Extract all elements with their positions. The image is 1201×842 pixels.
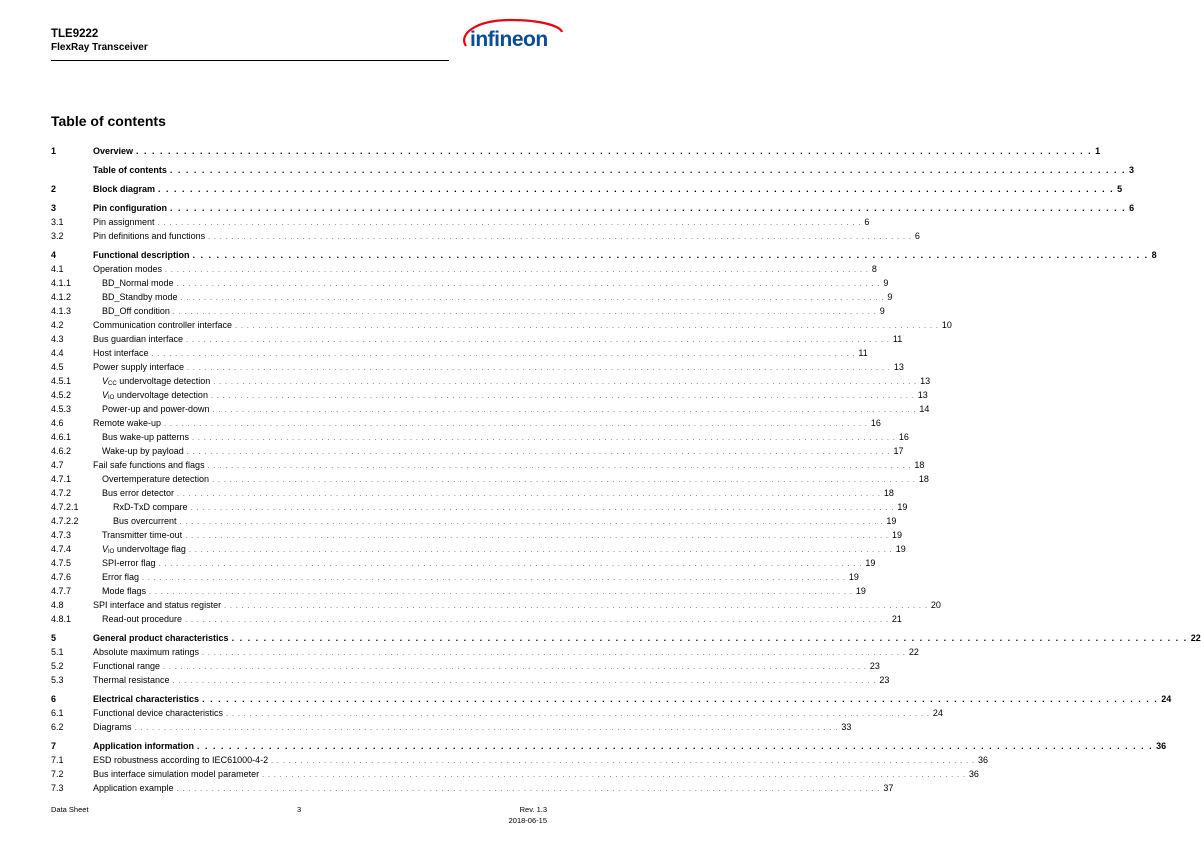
toc-entry-title: Communication controller interface — [93, 320, 233, 330]
toc-entry[interactable] — [51, 318, 952, 332]
toc-entry-page: 9 — [887, 292, 893, 302]
toc-dot-leader: . . . . . . . . . . . . . . . . . . . . . . . . . . . . . . . . . . . . . . . . . . . . . . . . . . . . . . . . . . . . . . . . . . . . . . . . . . . . . . . . . . . . . . . . . . . . . . . . . . . . . . . . . . . . . . . . . . . . . . . . — [213, 379, 918, 386]
toc-entry-number: 4.7.5 — [51, 558, 72, 568]
toc-entry-title: Functional description — [93, 250, 190, 260]
toc-entry-page: 11 — [858, 348, 868, 358]
toc-entry-title: Remote wake-up — [93, 418, 162, 428]
toc-entry-number: 4.4 — [51, 348, 64, 358]
toc-entry[interactable] — [51, 182, 1123, 196]
toc-dot-leader: . . . . . . . . . . . . . . . . . . . . . . . . . . . . . . . . . . . . . . . . . . . . . . . . . . . . . . . . . . . . . . . . . . . . . . . . . . . . . . . . . . . . . . . . . . . . . . . . . . . . . . . . . . . . . . . . . . . . . . . . — [202, 650, 906, 657]
toc-entry[interactable] — [51, 781, 894, 795]
page-header — [51, 27, 449, 54]
toc-entry-page: 9 — [883, 278, 889, 288]
toc-entry-number: 4.5.2 — [51, 390, 72, 400]
toc-entry-number: 4.3 — [51, 334, 64, 344]
toc-entry[interactable] — [51, 201, 1135, 215]
toc-entry-title: Fail safe functions and flags — [93, 460, 205, 470]
toc-entry[interactable] — [51, 332, 903, 346]
toc-entry[interactable] — [51, 514, 897, 528]
toc-entry-page: 19 — [886, 516, 897, 526]
toc-dot-leader: . . . . . . . . . . . . . . . . . . . . . . . . . . . . . . . . . . . . . . . . . . . . . . . . . . . . . . . . . . . . . . . . . . . . . . . . . . . . . . . . . . . . . . . . . . . . . . . . . . . . . . . . . . . . . . . . . . . . . . . . — [208, 234, 912, 241]
toc-entry-title: Bus guardian interface — [93, 334, 184, 344]
toc-entry-title: Bus wake-up patterns — [102, 432, 190, 442]
toc-entry-title: Bus error detector — [102, 488, 175, 498]
toc-dot-leader: . . . . . . . . . . . . . . . . . . . . . . . . . . . . . . . . . . . . . . . . . . . . . . . . . . . . . . . . . . . . . . . . . . . . . . . . . . . . . . . . . . . . . . . . . . . . . . . . . . . . . . . . . . . . . . . . . . . . . . . . — [176, 281, 881, 288]
toc-dot-leader: . . . . . . . . . . . . . . . . . . . . . . . . . . . . . . . . . . . . . . . . . . . . . . . . . . . . . . . . . . . . . . . . . . . . . . . . . . . . . . . . . . . . . . . . . . . . . . . . . . . . . . . . . . . . . . . . . . . . . . . . — [231, 633, 1188, 643]
toc-dot-leader: . . . . . . . . . . . . . . . . . . . . . . . . . . . . . . . . . . . . . . . . . . . . . . . . . . . . . . . . . . . . . . . . . . . . . . . . . . . . . . . . . . . . . . . . . . . . . . . . . . . . . . . . . . . . . . . . . . . . . . . . — [165, 267, 869, 274]
toc-entry-number: 4.7.6 — [51, 572, 72, 582]
toc-entry-page: 6 — [914, 231, 920, 241]
toc-entry-number: 4.5 — [51, 362, 64, 372]
toc-entry-title: Absolute maximum ratings — [93, 647, 200, 657]
toc-entry-page: 11 — [892, 334, 903, 344]
toc-entry-number: 4.8.1 — [51, 614, 72, 624]
toc-entry[interactable] — [51, 229, 920, 243]
svg-text:infineon: infineon — [470, 28, 548, 51]
toc-dot-leader: . . . . . . . . . . . . . . . . . . . . . . . . . . . . . . . . . . . . . . . . . . . . . . . . . . . . . . . . . . . . . . . . . . . . . . . . . . . . . . . . . . . . . . . . . . . . . . . . . . . . . . . . . . . . . . . . . . . . . . . . — [192, 435, 896, 442]
toc-entry-title: Overview — [93, 146, 134, 156]
toc-entry[interactable] — [51, 374, 931, 388]
toc-entry-page: 19 — [895, 544, 906, 554]
toc-entry-page: 19 — [865, 558, 876, 568]
footer-doc-type: Data Sheet — [51, 805, 89, 814]
toc-dot-leader: . . . . . . . . . . . . . . . . . . . . . . . . . . . . . . . . . . . . . . . . . . . . . . . . . . . . . . . . . . . . . . . . . . . . . . . . . . . . . . . . . . . . . . . . . . . . . . . . . . . . . . . . . . . . . . . . . . . . . . . . — [136, 146, 1093, 156]
toc-entry-number: 4.2 — [51, 320, 64, 330]
toc-dot-leader: . . . . . . . . . . . . . . . . . . . . . . . . . . . . . . . . . . . . . . . . . . . . . . . . . . . . . . . . . . . . . . . . . . . . . . . . . . . . . . . . . . . . . . . . . . . . . . . . . . . . . . . . . . . . . . . . . . . . . . . . — [224, 603, 928, 610]
toc-entry-number: 6 — [51, 694, 57, 704]
toc-entry-title: Pin configuration — [93, 203, 167, 213]
toc-entry[interactable] — [51, 767, 979, 781]
toc-dot-leader: . . . . . . . . . . . . . . . . . . . . . . . . . . . . . . . . . . . . . . . . . . . . . . . . . . . . . . . . . . . . . . . . . . . . . . . . . . . . . . . . . . . . . . . . . . . . . . . . . . . . . . . . . . . . . . . . . . . . . . . . — [172, 309, 877, 316]
toc-entry-number: 4.6.2 — [51, 446, 72, 456]
toc-entry-number: 4.7.2.1 — [51, 502, 79, 512]
voltage-symbol: V — [102, 376, 109, 386]
toc-entry[interactable] — [51, 739, 1167, 753]
toc-entry-number: 5.3 — [51, 675, 64, 685]
toc-entry-number: 4.7.7 — [51, 586, 72, 596]
toc-entry[interactable] — [51, 673, 890, 687]
toc-entry-page: 14 — [919, 404, 930, 414]
toc-entry-page: 19 — [897, 502, 908, 512]
voltage-symbol: V — [102, 390, 109, 400]
voltage-symbol-subscript: IO — [108, 395, 115, 401]
toc-dot-leader: . . . . . . . . . . . . . . . . . . . . . . . . . . . . . . . . . . . . . . . . . . . . . . . . . . . . . . . . . . . . . . . . . . . . . . . . . . . . . . . . . . . . . . . . . . . . . . . . . . . . . . . . . . . . . . . . . . . . . . . . — [186, 337, 890, 344]
toc-entry-title: Pin assignment — [93, 217, 155, 227]
product-subtitle: FlexRay Transceiver — [51, 42, 148, 53]
toc-entry-page: 17 — [893, 446, 904, 456]
toc-dot-leader: . . . . . . . . . . . . . . . . . . . . . . . . . . . . . . . . . . . . . . . . . . . . . . . . . . . . . . . . . . . . . . . . . . . . . . . . . . . . . . . . . . . . . . . . . . . . . . . . . . . . . . . . . . . . . . . . . . . . . . . . — [157, 220, 862, 227]
voltage-symbol: V — [102, 544, 109, 554]
toc-dot-leader: . . . . . . . . . . . . . . . . . . . . . . . . . . . . . . . . . . . . . . . . . . . . . . . . . . . . . . . . . . . . . . . . . . . . . . . . . . . . . . . . . . . . . . . . . . . . . . . . . . . . . . . . . . . . . . . . . . . . . . . . — [271, 758, 975, 765]
toc-entry-page: 21 — [891, 614, 902, 624]
toc-entry-title: BD_Off condition — [102, 306, 170, 316]
toc-entry-title: Wake-up by payload — [102, 446, 184, 456]
toc-entry-title: Bus overcurrent — [113, 516, 177, 526]
toc-dot-leader: . . . . . . . . . . . . . . . . . . . . . . . . . . . . . . . . . . . . . . . . . . . . . . . . . . . . . . . . . . . . . . . . . . . . . . . . . . . . . . . . . . . . . . . . . . . . . . . . . . . . . . . . . . . . . . . . . . . . . . . . — [180, 295, 885, 302]
toc-entry[interactable] — [51, 486, 894, 500]
toc-entry-number: 4 — [51, 250, 57, 260]
toc-entry[interactable] — [51, 720, 852, 734]
toc-entry[interactable] — [51, 612, 902, 626]
toc-dot-leader: . . . . . . . . . . . . . . . . . . . . . . . . . . . . . . . . . . . . . . . . . . . . . . . . . . . . . . . . . . . . . . . . . . . . . . . . . . . . . . . . . . . . . . . . . . . . . . . . . . . . . . . . . . . . . . . . . . . . . . . . — [149, 589, 853, 596]
toc-entry[interactable] — [51, 402, 930, 416]
toc-entry-page: 5 — [1117, 184, 1123, 194]
toc-entry-title: Bus interface simulation model parameter — [93, 769, 260, 779]
toc-entry-page: 24 — [1161, 694, 1172, 704]
toc-entry-number: 4.1.3 — [51, 306, 72, 316]
toc-entry-page: 13 — [893, 362, 904, 372]
toc-entry-page: 8 — [871, 264, 877, 274]
toc-entry-title: ESD robustness according to IEC61000-4-2 — [93, 755, 269, 765]
toc-entry[interactable] — [51, 144, 1101, 158]
toc-entry-title: SPI-error flag — [102, 558, 156, 568]
toc-entry[interactable] — [51, 528, 903, 542]
toc-entry-title: RxD-TxD compare — [113, 502, 188, 512]
toc-entry-title: Electrical characteristics — [93, 694, 200, 704]
toc-entry-title-text: undervoltage detection — [119, 376, 211, 386]
toc-dot-leader: . . . . . . . . . . . . . . . . . . . . . . . . . . . . . . . . . . . . . . . . . . . . . . . . . . . . . . . . . . . . . . . . . . . . . . . . . . . . . . . . . . . . . . . . . . . . . . . . . . . . . . . . . . . . . . . . . . . . . . . . — [188, 547, 893, 554]
toc-entry-page: 6 — [864, 217, 870, 227]
toc-entry-number: 4.7 — [51, 460, 64, 470]
toc-entry[interactable] — [51, 346, 868, 360]
toc-entry-title: Application information — [93, 741, 194, 751]
toc-entry[interactable] — [51, 542, 906, 556]
toc-entry-number: 7.2 — [51, 769, 64, 779]
toc-entry[interactable] — [51, 290, 893, 304]
toc-dot-leader: . . . . . . . . . . . . . . . . . . . . . . . . . . . . . . . . . . . . . . . . . . . . . . . . . . . . . . . . . . . . . . . . . . . . . . . . . . . . . . . . . . . . . . . . . . . . . . . . . . . . . . . . . . . . . . . . . . . . . . . . — [163, 664, 867, 671]
toc-entry-page: 22 — [908, 647, 919, 657]
toc-dot-leader: . . . . . . . . . . . . . . . . . . . . . . . . . . . . . . . . . . . . . . . . . . . . . . . . . . . . . . . . . . . . . . . . . . . . . . . . . . . . . . . . . . . . . . . . . . . . . . . . . . . . . . . . . . . . . . . . . . . . . . . . — [212, 407, 917, 414]
toc-entry-title: SPI interface and status register — [93, 600, 222, 610]
toc-entry-title: Table of contents — [93, 165, 167, 175]
toc-entry-number: 2 — [51, 184, 57, 194]
toc-entry[interactable] — [51, 388, 928, 402]
toc-dot-leader: . . . . . . . . . . . . . . . . . . . . . . . . . . . . . . . . . . . . . . . . . . . . . . . . . . . . . . . . . . . . . . . . . . . . . . . . . . . . . . . . . . . . . . . . . . . . . . . . . . . . . . . . . . . . . . . . . . . . . . . . — [169, 165, 1126, 175]
toc-entry-page: 18 — [914, 460, 925, 470]
toc-entry-page: 3 — [1128, 165, 1134, 175]
toc-entry-page: 6 — [1129, 203, 1135, 213]
toc-entry-page: 18 — [883, 488, 894, 498]
toc-entry-title: Mode flags — [102, 586, 147, 596]
toc-dot-leader: . . . . . . . . . . . . . . . . . . . . . . . . . . . . . . . . . . . . . . . . . . . . . . . . . . . . . . . . . . . . . . . . . . . . . . . . . . . . . . . . . . . . . . . . . . . . . . . . . . . . . . . . . . . . . . . . . . . . . . . . — [210, 393, 915, 400]
toc-dot-leader: . . . . . . . . . . . . . . . . . . . . . . . . . . . . . . . . . . . . . . . . . . . . . . . . . . . . . . . . . . . . . . . . . . . . . . . . . . . . . . . . . . . . . . . . . . . . . . . . . . . . . . . . . . . . . . . . . . . . . . . . — [235, 323, 939, 330]
toc-entry[interactable] — [51, 163, 1134, 177]
toc-entry-title: Power-up and power-down — [102, 404, 210, 414]
toc-entry-page: 18 — [918, 474, 929, 484]
toc-dot-leader: . . . . . . . . . . . . . . . . . . . . . . . . . . . . . . . . . . . . . . . . . . . . . . . . . . . . . . . . . . . . . . . . . . . . . . . . . . . . . . . . . . . . . . . . . . . . . . . . . . . . . . . . . . . . . . . . . . . . . . . . — [192, 250, 1149, 260]
footer-revision: Rev. 1.3 — [519, 805, 547, 814]
toc-entry-page: 36 — [1156, 741, 1167, 751]
toc-dot-leader: . . . . . . . . . . . . . . . . . . . . . . . . . . . . . . . . . . . . . . . . . . . . . . . . . . . . . . . . . . . . . . . . . . . . . . . . . . . . . . . . . . . . . . . . . . . . . . . . . . . . . . . . . . . . . . . . . . . . . . . . — [158, 184, 1115, 194]
toc-entry-number: 4.7.1 — [51, 474, 72, 484]
toc-entry-page: 19 — [855, 586, 866, 596]
toc-entry[interactable] — [51, 430, 909, 444]
toc-entry-number: 4.8 — [51, 600, 64, 610]
toc-entry-number: 4.7.2.2 — [51, 516, 79, 526]
voltage-symbol-subscript: IO — [108, 549, 115, 555]
toc-entry-number: 6.2 — [51, 722, 64, 732]
toc-entry-title: Block diagram — [93, 184, 156, 194]
toc-entry-title: Functional range — [93, 661, 161, 671]
toc-entry-page: 23 — [869, 661, 880, 671]
toc-entry-page: 20 — [930, 600, 941, 610]
toc-entry-number: 4.1.1 — [51, 278, 72, 288]
toc-dot-leader: . . . . . . . . . . . . . . . . . . . . . . . . . . . . . . . . . . . . . . . . . . . . . . . . . . . . . . . . . . . . . . . . . . . . . . . . . . . . . . . . . . . . . . . . . . . . . . . . . . . . . . . . . . . . . . . . . . . . . . . . — [187, 365, 891, 372]
toc-entry-page: 13 — [917, 390, 928, 400]
toc-entry-title-text: undervoltage flag — [116, 544, 186, 554]
toc-entry-title: General product characteristics — [93, 633, 229, 643]
toc-entry-title: Power supply interface — [93, 362, 185, 372]
toc-dot-leader: . . . . . . . . . . . . . . . . . . . . . . . . . . . . . . . . . . . . . . . . . . . . . . . . . . . . . . . . . . . . . . . . . . . . . . . . . . . . . . . . . . . . . . . . . . . . . . . . . . . . . . . . . . . . . . . . . . . . . . . . — [262, 772, 966, 779]
toc-dot-leader: . . . . . . . . . . . . . . . . . . . . . . . . . . . . . . . . . . . . . . . . . . . . . . . . . . . . . . . . . . . . . . . . . . . . . . . . . . . . . . . . . . . . . . . . . . . . . . . . . . . . . . . . . . . . . . . . . . . . . . . . — [185, 533, 890, 540]
toc-entry[interactable] — [51, 416, 881, 430]
toc-entry-page: 33 — [841, 722, 852, 732]
toc-entry-number: 4.1.2 — [51, 292, 72, 302]
toc-dot-leader: . . . . . . . . . . . . . . . . . . . . . . . . . . . . . . . . . . . . . . . . . . . . . . . . . . . . . . . . . . . . . . . . . . . . . . . . . . . . . . . . . . . . . . . . . . . . . . . . . . . . . . . . . . . . . . . . . . . . . . . . — [142, 575, 846, 582]
toc-entry[interactable] — [51, 215, 870, 229]
toc-entry[interactable] — [51, 692, 1172, 706]
toc-entry-title: Transmitter time-out — [102, 530, 183, 540]
voltage-symbol-subscript: CC — [108, 381, 117, 387]
toc-entry-number: 4.6 — [51, 418, 64, 428]
footer-date: 2018-06-15 — [508, 816, 547, 825]
toc-entry[interactable] — [51, 444, 904, 458]
toc-entry-title: BD_Standby mode — [102, 292, 178, 302]
toc-entry-page: 19 — [892, 530, 903, 540]
toc-entry[interactable] — [51, 753, 988, 767]
toc-entry[interactable] — [51, 276, 889, 290]
toc-dot-leader: . . . . . . . . . . . . . . . . . . . . . . . . . . . . . . . . . . . . . . . . . . . . . . . . . . . . . . . . . . . . . . . . . . . . . . . . . . . . . . . . . . . . . . . . . . . . . . . . . . . . . . . . . . . . . . . . . . . . . . . . — [207, 463, 912, 470]
toc-dot-leader: . . . . . . . . . . . . . . . . . . . . . . . . . . . . . . . . . . . . . . . . . . . . . . . . . . . . . . . . . . . . . . . . . . . . . . . . . . . . . . . . . . . . . . . . . . . . . . . . . . . . . . . . . . . . . . . . . . . . . . . . — [190, 505, 895, 512]
toc-dot-leader: . . . . . . . . . . . . . . . . . . . . . . . . . . . . . . . . . . . . . . . . . . . . . . . . . . . . . . . . . . . . . . . . . . . . . . . . . . . . . . . . . . . . . . . . . . . . . . . . . . . . . . . . . . . . . . . . . . . . . . . . — [186, 449, 891, 456]
toc-entry[interactable] — [51, 645, 919, 659]
toc-entry-page: 19 — [848, 572, 859, 582]
toc-entry-number: 4.5.3 — [51, 404, 72, 414]
toc-entry-title: Functional device characteristics — [93, 708, 224, 718]
toc-entry[interactable] — [51, 570, 859, 584]
infineon-logo — [456, 16, 566, 60]
toc-entry[interactable] — [51, 706, 943, 720]
toc-entry-page: 36 — [968, 769, 979, 779]
toc-entry[interactable] — [51, 631, 1201, 645]
toc-entry-page: 16 — [898, 432, 909, 442]
toc-entry-number: 3 — [51, 203, 57, 213]
toc-entry-number: 4.5.1 — [51, 376, 72, 386]
toc-entry-number: 3.2 — [51, 231, 64, 241]
toc-dot-leader: . . . . . . . . . . . . . . . . . . . . . . . . . . . . . . . . . . . . . . . . . . . . . . . . . . . . . . . . . . . . . . . . . . . . . . . . . . . . . . . . . . . . . . . . . . . . . . . . . . . . . . . . . . . . . . . . . . . . . . . . — [176, 786, 881, 793]
toc-entry[interactable] — [51, 556, 876, 570]
toc-entry-number: 6.1 — [51, 708, 64, 718]
toc-entry[interactable] — [51, 304, 885, 318]
toc-dot-leader: . . . . . . . . . . . . . . . . . . . . . . . . . . . . . . . . . . . . . . . . . . . . . . . . . . . . . . . . . . . . . . . . . . . . . . . . . . . . . . . . . . . . . . . . . . . . . . . . . . . . . . . . . . . . . . . . . . . . . . . . — [185, 617, 889, 624]
toc-entry-page: 1 — [1095, 146, 1101, 156]
product-name: TLE9222 — [51, 28, 99, 40]
toc-entry-title: Application example — [93, 783, 174, 793]
toc-entry-title: Operation modes — [93, 264, 163, 274]
toc-dot-leader: . . . . . . . . . . . . . . . . . . . . . . . . . . . . . . . . . . . . . . . . . . . . . . . . . . . . . . . . . . . . . . . . . . . . . . . . . . . . . . . . . . . . . . . . . . . . . . . . . . . . . . . . . . . . . . . . . . . . . . . . — [202, 694, 1159, 704]
toc-entry-page: 13 — [920, 376, 931, 386]
toc-entry-number: 4.7.4 — [51, 544, 72, 554]
toc-entry[interactable] — [51, 659, 880, 673]
toc-entry-number: 7.3 — [51, 783, 64, 793]
toc-entry-number: 4.7.2 — [51, 488, 72, 498]
toc-entry-page: 10 — [941, 320, 952, 330]
toc-entry[interactable] — [51, 458, 925, 472]
toc-entry[interactable] — [51, 584, 866, 598]
toc-dot-leader: . . . . . . . . . . . . . . . . . . . . . . . . . . . . . . . . . . . . . . . . . . . . . . . . . . . . . . . . . . . . . . . . . . . . . . . . . . . . . . . . . . . . . . . . . . . . . . . . . . . . . . . . . . . . . . . . . . . . . . . . — [134, 725, 839, 732]
toc-entry-number: 7 — [51, 741, 57, 751]
toc-dot-leader: . . . . . . . . . . . . . . . . . . . . . . . . . . . . . . . . . . . . . . . . . . . . . . . . . . . . . . . . . . . . . . . . . . . . . . . . . . . . . . . . . . . . . . . . . . . . . . . . . . . . . . . . . . . . . . . . . . . . . . . . — [226, 711, 930, 718]
toc-entry-page: 24 — [932, 708, 943, 718]
toc-dot-leader: . . . . . . . . . . . . . . . . . . . . . . . . . . . . . . . . . . . . . . . . . . . . . . . . . . . . . . . . . . . . . . . . . . . . . . . . . . . . . . . . . . . . . . . . . . . . . . . . . . . . . . . . . . . . . . . . . . . . . . . . — [212, 477, 916, 484]
toc-entry[interactable] — [51, 500, 908, 514]
toc-entry-title: Pin definitions and functions — [93, 231, 206, 241]
toc-entry[interactable] — [51, 472, 929, 486]
toc-dot-leader: . . . . . . . . . . . . . . . . . . . . . . . . . . . . . . . . . . . . . . . . . . . . . . . . . . . . . . . . . . . . . . . . . . . . . . . . . . . . . . . . . . . . . . . . . . . . . . . . . . . . . . . . . . . . . . . . . . . . . . . . — [197, 741, 1154, 751]
toc-entry-title: Error flag — [102, 572, 140, 582]
toc-dot-leader: . . . . . . . . . . . . . . . . . . . . . . . . . . . . . . . . . . . . . . . . . . . . . . . . . . . . . . . . . . . . . . . . . . . . . . . . . . . . . . . . . . . . . . . . . . . . . . . . . . . . . . . . . . . . . . . . . . . . . . . . — [151, 351, 856, 358]
toc-entry[interactable] — [51, 262, 877, 276]
toc-entry-number: 4.1 — [51, 264, 64, 274]
toc-dot-leader: . . . . . . . . . . . . . . . . . . . . . . . . . . . . . . . . . . . . . . . . . . . . . . . . . . . . . . . . . . . . . . . . . . . . . . . . . . . . . . . . . . . . . . . . . . . . . . . . . . . . . . . . . . . . . . . . . . . . . . . . — [172, 678, 877, 685]
toc-entry-page: 37 — [883, 783, 894, 793]
toc-entry-number: 7.1 — [51, 755, 64, 765]
toc-entry-number: 5 — [51, 633, 57, 643]
toc-heading: Table of contents — [51, 113, 166, 129]
toc-entry-title: Thermal resistance — [93, 675, 170, 685]
toc-entry-title: Read-out procedure — [102, 614, 183, 624]
toc-entry-title: Overtemperature detection — [102, 474, 210, 484]
toc-entry-title: BD_Normal mode — [102, 278, 174, 288]
toc-entry-number: 4.6.1 — [51, 432, 72, 442]
footer-page-number: 3 — [297, 805, 302, 814]
toc-entry-number: 5.1 — [51, 647, 64, 657]
toc-entry[interactable] — [51, 360, 904, 374]
toc-entry-title: Host interface — [93, 348, 149, 358]
toc-entry[interactable] — [51, 598, 941, 612]
toc-entry-title: Diagrams — [93, 722, 132, 732]
toc-entry-page: 8 — [1151, 250, 1157, 260]
toc-entry-page: 16 — [870, 418, 881, 428]
toc-entry-number: 5.2 — [51, 661, 64, 671]
toc-dot-leader: . . . . . . . . . . . . . . . . . . . . . . . . . . . . . . . . . . . . . . . . . . . . . . . . . . . . . . . . . . . . . . . . . . . . . . . . . . . . . . . . . . . . . . . . . . . . . . . . . . . . . . . . . . . . . . . . . . . . . . . . — [164, 421, 868, 428]
toc-dot-leader: . . . . . . . . . . . . . . . . . . . . . . . . . . . . . . . . . . . . . . . . . . . . . . . . . . . . . . . . . . . . . . . . . . . . . . . . . . . . . . . . . . . . . . . . . . . . . . . . . . . . . . . . . . . . . . . . . . . . . . . . — [177, 491, 881, 498]
toc-dot-leader: . . . . . . . . . . . . . . . . . . . . . . . . . . . . . . . . . . . . . . . . . . . . . . . . . . . . . . . . . . . . . . . . . . . . . . . . . . . . . . . . . . . . . . . . . . . . . . . . . . . . . . . . . . . . . . . . . . . . . . . . — [170, 203, 1127, 213]
toc-entry[interactable] — [51, 248, 1157, 262]
toc-dot-leader: . . . . . . . . . . . . . . . . . . . . . . . . . . . . . . . . . . . . . . . . . . . . . . . . . . . . . . . . . . . . . . . . . . . . . . . . . . . . . . . . . . . . . . . . . . . . . . . . . . . . . . . . . . . . . . . . . . . . . . . . — [179, 519, 884, 526]
toc-entry-page: 23 — [879, 675, 890, 685]
toc-entry-page: 36 — [977, 755, 988, 765]
toc-entry-number: 4.7.3 — [51, 530, 72, 540]
toc-entry-title-text: undervoltage detection — [116, 390, 208, 400]
toc-entry-number: 3.1 — [51, 217, 64, 227]
toc-entry-number: 1 — [51, 146, 57, 156]
header-divider — [51, 60, 449, 61]
toc-dot-leader: . . . . . . . . . . . . . . . . . . . . . . . . . . . . . . . . . . . . . . . . . . . . . . . . . . . . . . . . . . . . . . . . . . . . . . . . . . . . . . . . . . . . . . . . . . . . . . . . . . . . . . . . . . . . . . . . . . . . . . . . — [158, 561, 863, 568]
toc-entry-page: 22 — [1190, 633, 1201, 643]
toc-entry-page: 9 — [879, 306, 885, 316]
